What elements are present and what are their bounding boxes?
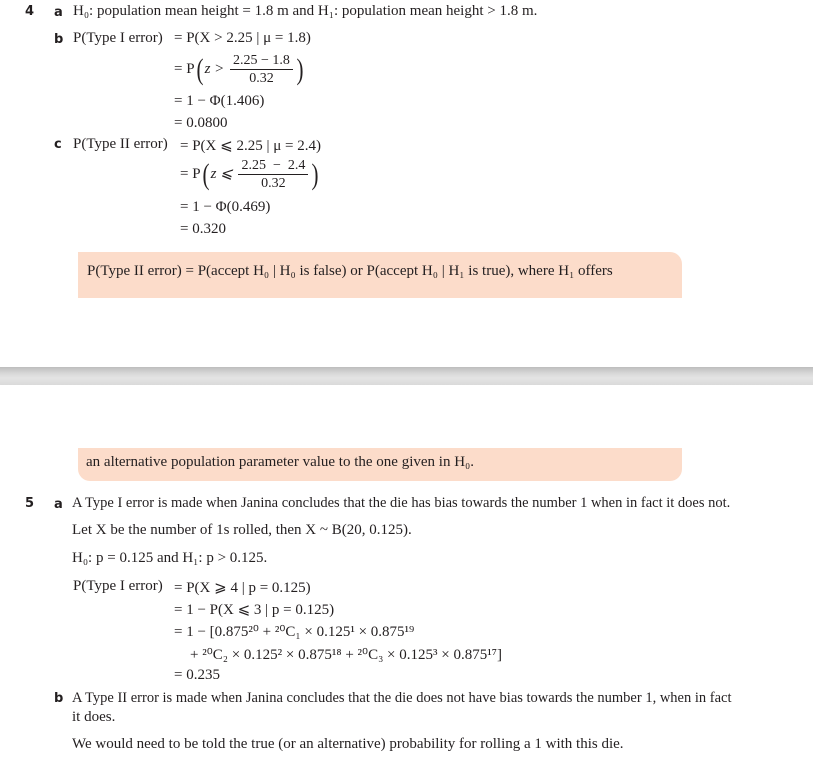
right-paren: ) xyxy=(296,52,304,86)
q5a-line2: = 1 − P(X ⩽ 3 | p = 0.125) xyxy=(174,602,335,618)
q4c-line2-prefix: = P xyxy=(180,165,201,182)
q4c-line3: = 1 − Φ(0.469) xyxy=(180,199,271,215)
right-paren: ) xyxy=(311,157,319,191)
q4b-denominator: 0.32 xyxy=(249,71,274,86)
q4b-lhs: P(Type I error) xyxy=(73,30,163,46)
q4c-line4: = 0.320 xyxy=(180,221,226,237)
q4c-denominator: 0.32 xyxy=(261,176,286,191)
part-label-4b: b xyxy=(54,32,64,47)
q5b-text1: A Type II error is made when Janina concludes that the die does not have bias towards the number 1, when in fact xyxy=(72,690,732,706)
q5a-line5: = 0.235 xyxy=(174,667,220,683)
q5a-text2: Let X be the number of 1s rolled, then X ~ B(20, 0.125). xyxy=(72,522,412,538)
q5a-line1: = P(X ⩾ 4 | p = 0.125) xyxy=(174,580,311,596)
q5a-lhs: P(Type I error) xyxy=(73,578,163,594)
part-label-4a: a xyxy=(54,5,63,20)
q4b-line2-prefix: = P xyxy=(174,60,195,77)
question-number-5: 5 xyxy=(25,496,35,511)
q5a-line3: = 1 − [0.875²⁰ + ²⁰C₁ × 0.125¹ × 0.875¹⁹ xyxy=(174,624,415,640)
part-label-4c: c xyxy=(54,137,62,152)
q4c-line2 xyxy=(180,158,320,191)
q4b-line3: = 1 − Φ(1.406) xyxy=(174,93,265,109)
q4c-numerator: 2.25 − 2.4 xyxy=(238,158,308,175)
q4b-line2-z: z > xyxy=(204,60,225,77)
q5b-text1-cont: it does. xyxy=(72,709,116,725)
q4b-line4: = 0.0800 xyxy=(174,115,228,131)
q4c-fraction xyxy=(238,158,308,191)
q4c-line2-z: z ⩽ xyxy=(210,165,233,182)
q5a-line4: + ²⁰C₂ × 0.125² × 0.875¹⁸ + ²⁰C₃ × 0.125³ × 0.875¹⁷] xyxy=(190,647,502,663)
q4c-lhs: P(Type II error) xyxy=(73,136,168,152)
question-number-4: 4 xyxy=(25,4,35,19)
part-label-5a: a xyxy=(54,497,63,512)
q4b-line2 xyxy=(174,53,305,86)
note-text-part1: P(Type II error) = P(accept H₀ | H₀ is false) or P(accept H₀ | H₁ is true), where H₁ offers xyxy=(87,263,613,279)
q4c-line1: = P(X ⩽ 2.25 | μ = 2.4) xyxy=(180,138,321,154)
q4b-numerator: 2.25 − 1.8 xyxy=(230,53,293,70)
page-divider xyxy=(0,367,813,385)
q4a-hypotheses: H₀: population mean height = 1.8 m and H₁: population mean height > 1.8 m. xyxy=(73,3,538,19)
q4b-line1: = P(X > 2.25 | μ = 1.8) xyxy=(174,30,311,46)
q4b-fraction xyxy=(230,53,293,86)
left-paren: ( xyxy=(196,52,204,86)
part-label-5b: b xyxy=(54,691,64,706)
q5b-text2: We would need to be told the true (or an alternative) probability for rolling a 1 with this die. xyxy=(72,736,624,752)
q5a-text1: A Type I error is made when Janina concludes that the die has bias towards the number 1 when in fact it does not. xyxy=(72,495,731,511)
q5a-text3: H₀: p = 0.125 and H₁: p > 0.125. xyxy=(72,550,268,566)
left-paren: ( xyxy=(202,157,210,191)
note-text-part2: an alternative population parameter value to the one given in H₀. xyxy=(86,454,475,470)
